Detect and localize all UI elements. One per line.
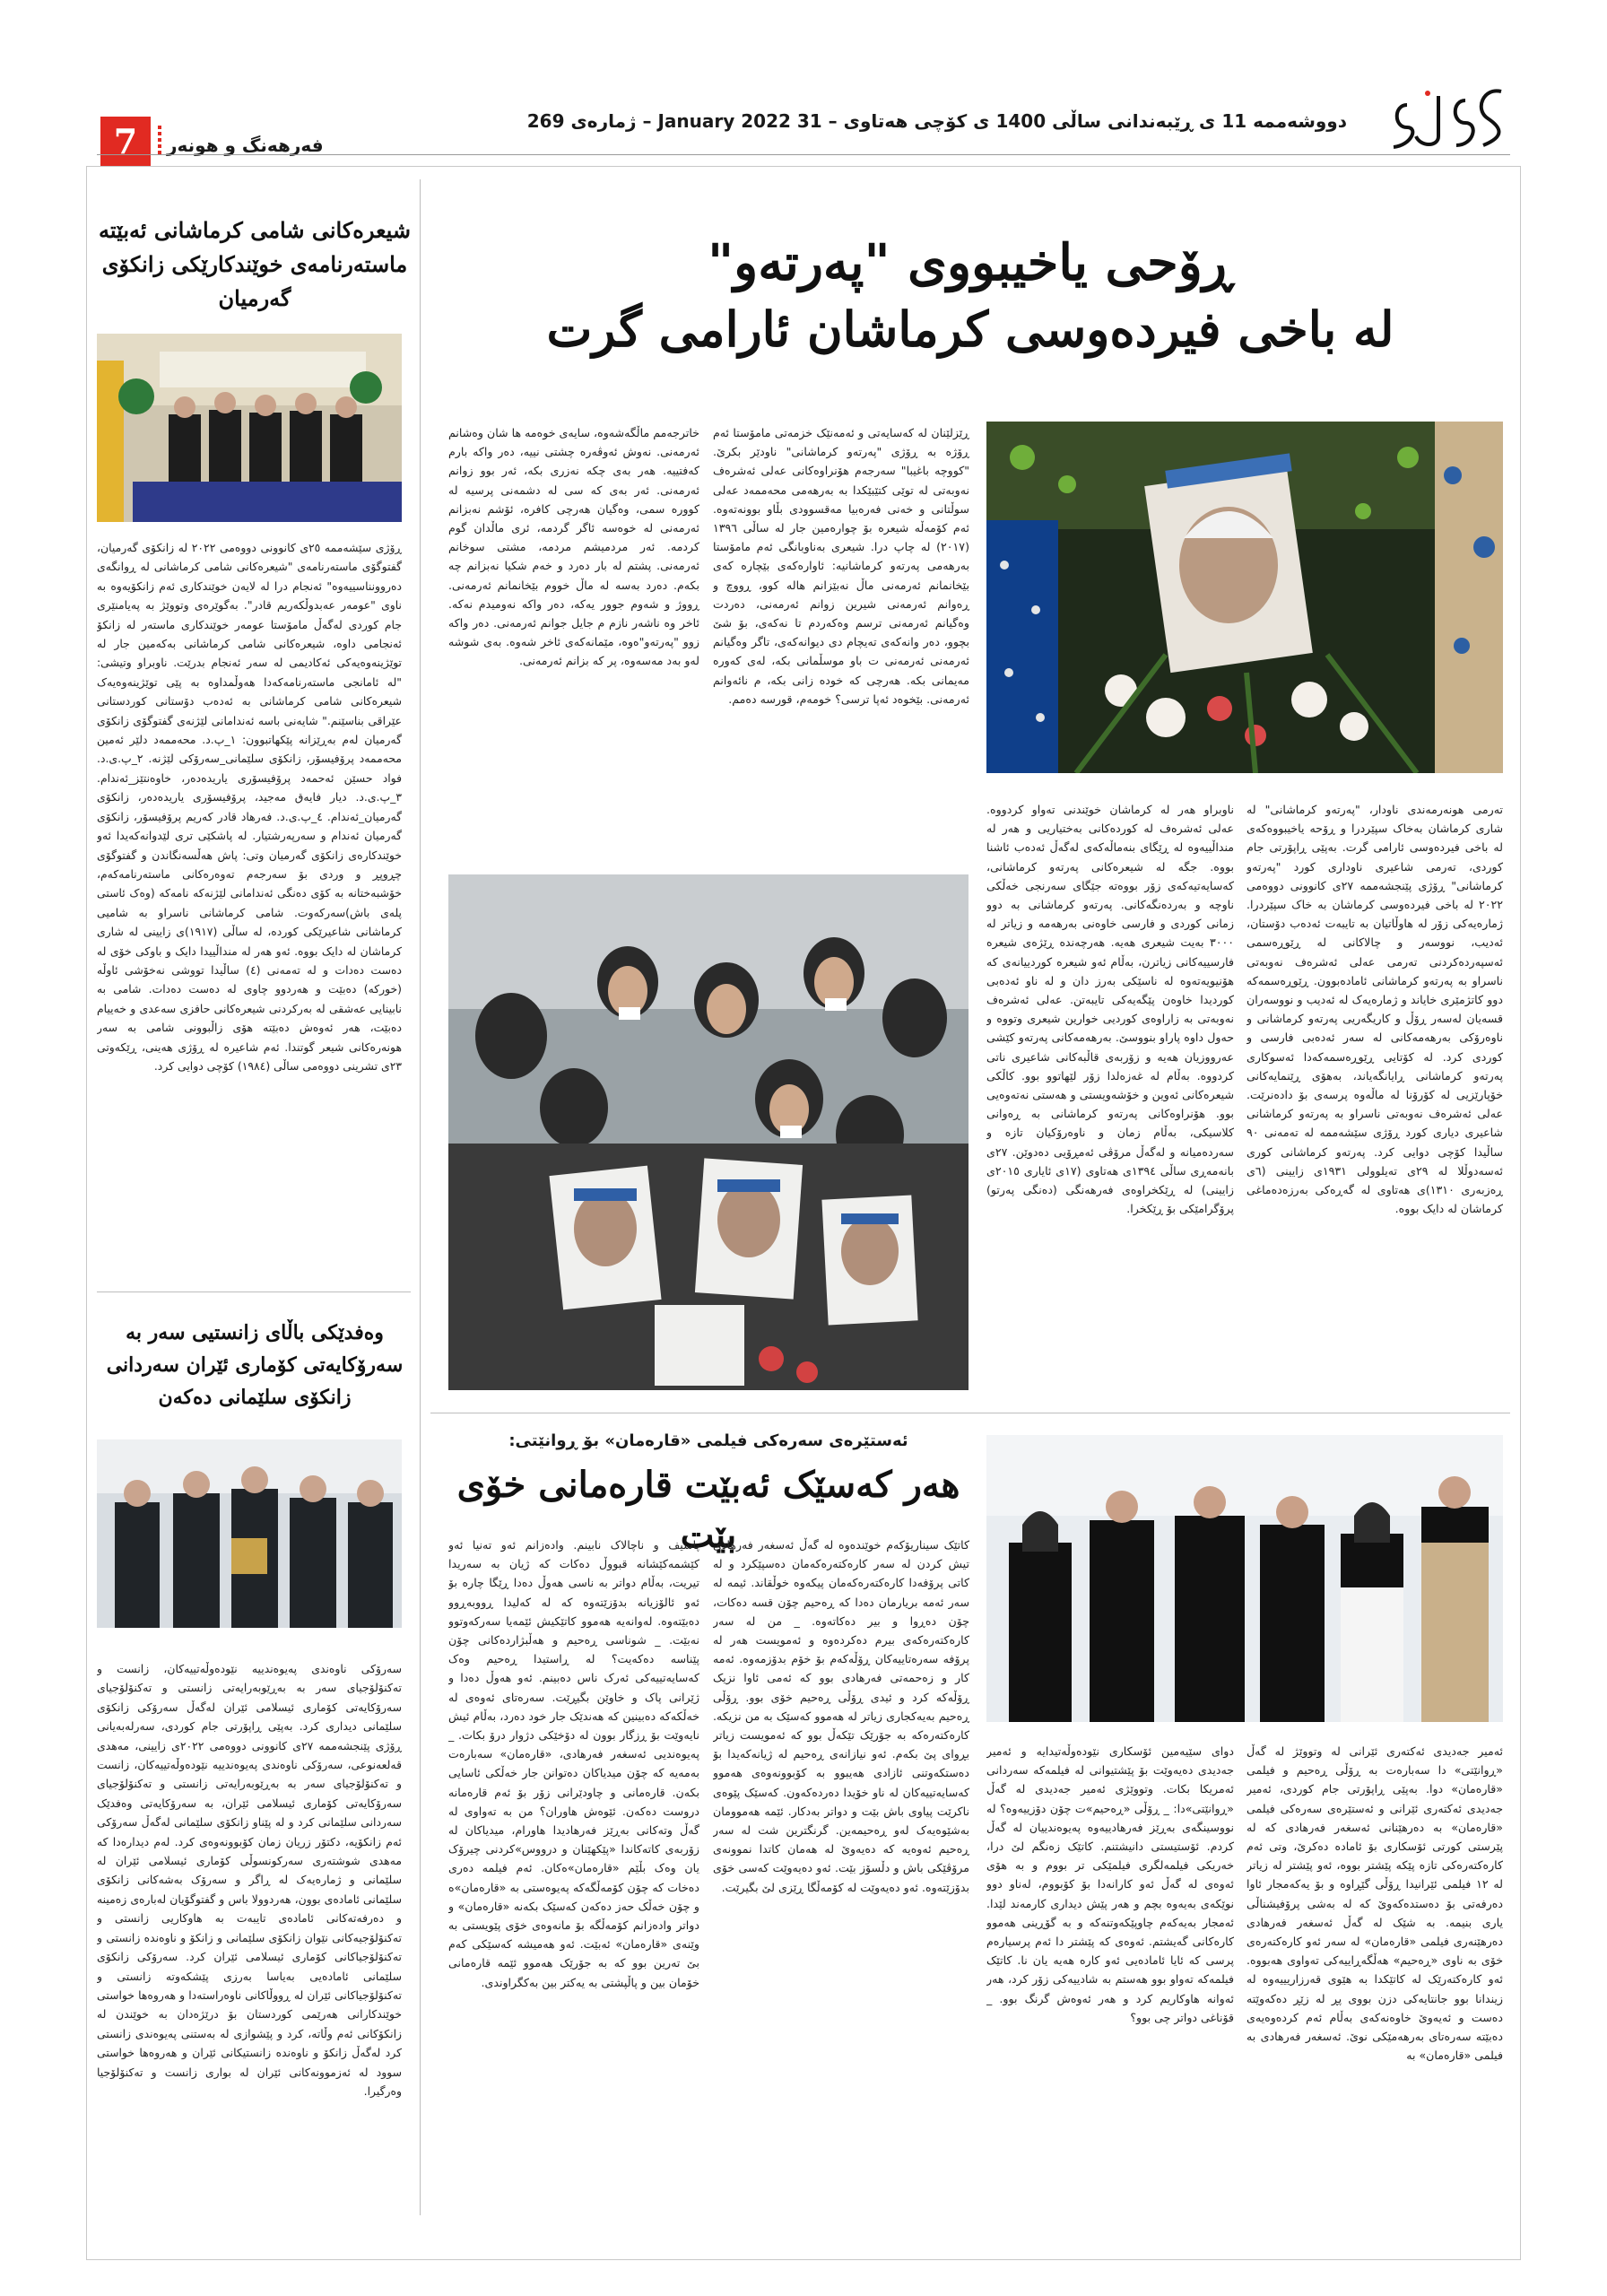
side-story-1-title: شیعرەکانی شامی کرماشانی ئەبێتە ماستەرنامەی خوێندکارێکی زانکۆی گەرمیان [98,217,412,311]
main-col-middle: ناوبراو هەر لە کرماشان خوێندنی تەواو کردووە. عەلی ئەشرەف لە کوردەکانی بەختیاریی و هەر لە منداڵییەوە لە ڕێگای بنەماڵەکەی لەگەڵ ئەدەب ئاشنا بووە. جگە لە شیعرەکانی پەرتەو کرماشانی، کەسایەتیەکەی زۆر بووەتە جێگای سەرنجی خەڵکی ناوچە و بەردەنگەکانی. پەرتەو کرماشانی بە دوو زمانی کوردی و فارسی خاوەنی بەرهەمە و زیاتر لە ٣٠٠٠ بەیت شیعری هەیە. هەرچەندە ڕێژەی شیعرە فارسییەکانی زیاترن، بەڵام ئەو شیعرە کوردییانەی کە هۆنیویەتەوە لە ناسێکی بەرز دان و لە ناو ئەدەبی کوردیدا خاوەن پێگەیەکی تایبەتن. عەلی ئەشرەف نەوبەتی بە زاراوەی کوردیی خوارین شیعری وتووە و حەول داوە پاراو بنووسێ. بەرهەمەکانی پەرتەو کێشی عەرووزیان هەیە و زۆربەی قاڵبەکانی شاعیری ناتی کردووە. بەڵام لە غەزەلدا زۆر لێهاتوو بوو. کاڵکی شیعرەکانی ئەوین و خۆشەویستی و هەستی نەتەوەیی بوو. هۆنراوەکانی پەرتەو کرماشانی بە ڕەوانی کلاسیکی، بەڵام زمان و ناوەرۆکیان تازە و سەردەمیانە و لەگەڵ مرۆڤی ئەمڕۆیی دەدوێن. ٢٧ی بانەمەڕی ساڵی ١٣٩٤ی هەتاوی (١٧ی ئایاری ٢٠١٥ی زایینی) لە ڕێکخراوەی فەرهەنگی (دەنگی پەرتو) پرۆگرامێکی بۆ ڕێکخرا. [986,803,1234,1216]
bottom-col-middle: دوای سێیەمین ئۆسکاری نێودەوڵەتیدایە و ئەمیر جەدیدی دەیەوێت بۆ پێشتیوانی لە فیلمەکە سەردانی ئەمریکا بکات. وتووێژی ئەمیر جەدیدی لە گەڵ «ڕوانێتی»دا: _ ڕۆڵی «ڕەحیم»ت چۆن دۆزییەوە؟ لە نووسینگەی بەڕێز فەرهادییەوە پەیوەندییان لە گەڵ کردم. ئۆستیستی دانیشتنم. کاتێک زەنگم لێ درا، خەریکی فیلمەلگری فیلمێکی تر بووم و بە هۆی ئەوەی لە گەڵ ئەو کارانەدا بۆ کۆبووم، لەناو دوو نوێکەی بەیەوە بچم و هەر پێش دیداری کارمەند لێدا. ئەمجار بەیەکەم چاوپێکەوتنەکە و بە گۆڕینی هەموو کارەکانی گەیشتم. ئەوەی کە پێشتر دا ئەم پرسیارەم پرسی کە ئایا ئامادەیی ئەو کارە هەیە یان نا. کاتێک فیلمەکە تەواو بوو هەستم بە شادییەکی زۆر کرد، هەر ئەوانە هاوکاریم کرد و هەر ئەوەش گرنگ بوو. _ قۆناغی دواتر چی بوو؟ [986,1744,1234,2024]
main-col-left-b: خاترجەمم ماڵگەشەوە، سایەی خوەمە ها شان وەشانم ئەرمەنی. نەوش ئەوڤەرە چشتی نییە، دەر واکە بارم کەفتییە. هەر بەی چکە نەزری بکە، ئەر بوو زوانم ئەرمەنی. ئەر بەی کە سی لە دشمەنی پرسیە لە کووره سمی، وەگیان هەرچی کافرە، ئۆشم نەبزانم ئەرمەنی لە خوەسە ئاگر گردمە، ئری ماڵدان گوم کردمە. ئەر مردمیشم مردمە، مشتی سوخانم ئەرمەنی. پشتم لە بار دەرد و خەم شکیا نەبزانم چە بکەم. دەرد بەسە لە ماڵ خووم بێخانمانم ئەرمەنی. ڕووژ و شەوم جوور یەکە، دەر واکە نەومیدم نەکە. ئاخر وە ناشەر نازم م جایل جوانم ئەرمەنی. دەر واکە زوو "پەرتەو"ەوە، مێمانەکەی ئاخر شەوە. بەی شوشە لەو بەد مەسەوە، پر کە بزانم ئەرمەنی. [448,426,699,668]
bottom-col-left-b: پاسیف و ناچالاک نابینم. وادەزانم ئەو تەنیا ئەو کێشمەکێشانە قبووڵ دەکات کە ژیان بە سەریدا تیریت، بەڵام دواتر بە ناسی هەوڵ دەدا ڕێگا چارە بۆ ئەو ئالۆزیانە بدۆزێتەوە کە لە کەلیدا ڕووبەڕوو دەبێتەوە. لەوانەیە هەموو کاتێکیش ئێمەیا سەرکەوتوو نەبێت. _ شوناسی ڕەحیم و هەڵبژاردەکانی چۆن پێناسە دەکەیت؟ لە ڕاستیدا ڕەحیم وەک کەسایەتییەکی ئەرک ناس دەبینم. ئەو هەوڵ دەدا و ژێرانی پاک و خاوێن بگیڕێت. سەرەتای ئەوەی لە خەڵکەکە دەبینین کە هەندێک جار خود دەرد، بەڵام ئیش نایەوێت بۆ ڕزگار بوون لە دۆخێکی دژوار درۆ بکات. _ پەیوەندیی ئەسغەر فەرهادی، «قارەمان» سەبارەت بەمەیە کە چۆن میدیاکان دەتوانن جار خەڵکی ئاسایی بکەن. قارەمانی و چاودێرانی زۆر بۆ ئەم قارەمانە دروست دەکەن. ئێوەش هاوران؟ من بە تەواوی لە گەڵ وتەکانی بەڕێز فەرهادیدا هاورام، میدیاکان لە زۆربەی کاتەکاندا «پێکهێنان و درووس»کردنی چیرۆک یان وەک بڵێم «قارەمان»ەکان. ئەم فیلمە دەری دەخات کە چۆن کۆمەڵگەکە پەیوەستی بە «قارەمان»ە و چۆن خەڵک حەز دەکەن کەسێک بکەنە «قارەمان» و دواتر وادەزانم کۆمەڵگە بۆ مانەوەی خۆی پێویستی بە وێنەی «قارەمان» ئەبێت. ئەو هەمیشە کەسێکی کەم بێ تەرین بوو کە بە جۆرێک هەموو ئێمە قارەمانی خۆمان بین و پاڵپشتی بە یەکتر بین بەکگراوندی. [448,1538,699,1989]
page-frame [86,166,1521,2260]
bottom-col-left-a: کاتێک سیناریۆکەم خوێندەوە لە گەڵ ئەسغەر فەرهادی تیش کردن لە سەر کارەکتەرەکەمان دەسپێکرد و لە کاتی پرۆفەدا کارەکتەرەکەمان پیکەوە خوڵقاند. ئیمە لە سەر ئەمە بریارمان دەدا کە ڕەحیم چۆن قسە دەکات، چۆن دەڕوا و بیر دەکاتەوە. _ من لە سەر کارەکتەرەکەی بیرم دەکردەوە و ئەمویست هەر لە پرۆفە سەرەتاییەکان ڕۆڵەکەم بۆ خۆم بدۆزمەوە. ئەمە کار و زەحمەتی فەرهادی بوو کە ئەمی ئاوا نزیک ڕۆڵەکە کرد و ئیدی ڕۆڵی ڕەحیم خۆی بوو. ڕۆڵی ڕەحیم بەیەکجاری زیاتر لە هەموو کەسێک بە من نزیکە. کارەکتەرەکە بە جۆرێک تێکەڵ بوو کە ئەمویست زیاتر بڕوای پێ بکەم. ئەو نیازانەی ڕەحیم لە ژیانەکەیدا بۆ دەستکەوتنی ئازادی هەیبوو بە کۆبوونەوەی هەموو کەسایەتییەکان لە ناو خۆیدا دەردەکەون. کەسێک پێوەی ناکرێت پیاوی باش بێت و دواتر بەدکار. ئێمە هەموومان بەشێوەیەک لەو ڕەحیمەین. گرنگترین شت لە سەر ڕەحیم ئەوەیە کە دەیەوێ لە هەمان کاتدا نموونەی مرۆڤێکی باش و دڵسۆز بێت. ئەو دەیەوێت کەسی خۆی بدۆزێتەوە. ئەو دەیەوێت لە کۆمەڵگا ڕێزی لێ بگیرێت. [713,1538,969,1894]
section-label: فەرهەنگ و هونەر [167,135,324,156]
side-story-2-title: وەفدێکی باڵای زانستیی سەر بە سەرۆکایەتی کۆماری ئێران سەردانی زانکۆی سلێمانی دەکەن [106,1321,404,1409]
masthead-rule [97,154,1510,155]
issue-date-line: دووشەممە 11 ی ڕێبەندانی ساڵی 1400 ی کۆچی هەتاوی – 31 January 2022 – ژمارەی 269 [526,110,1347,132]
bottom-story-kicker: ئەستێرەی سەرەکی فیلمی «قارەمان» بۆ ڕوانێتی: [508,1431,908,1450]
side-story-2-text: سەرۆکی ناوەندی پەیوەندییە نێودەوڵەتییەکان، زانست و تەکنۆلۆجیای سەر بە بەڕێوبەرایەتی زانستی و تەکنۆلۆجیای سەرۆکایەتی کۆماری ئیسلامی ئێران لەگەڵ سەرۆکی زانکۆی سلێمانی دیداری کرد. بەپێی ڕاپۆرتی جام کوردی، سەرلەبەیانی ڕۆژی پێنجشەممە ٢٧ی کانوونی دووەمی ٢٠٢٢ی زایینی، مەهدی قەلعەنوعی، سەرۆکی ناوەندی پەیوەندییە نێودەوڵەتییەکان، زانست و تەکنۆلۆجیای سەر بە بەڕێوبەرایەتی زانستی و تەکنۆلۆجیای سەرۆکایەتی کۆماری ئیسلامی ئێران، بە سەرۆکایەتی وەفدێک سەردانی سلێمانی کرد و لە پێناو زانکۆی سلێمانی لەگەڵ سەرۆکی ئەم زانکۆیە، دکتۆر زریان زمان کۆبوونەوەی کرد. لەم دیدارەدا کە مەهدی شوشتەری سەرکونسوڵی کۆماری ئیسلامی ئێران لە سلێمانی و ژمارەیەک لە ڕاگر و سەرۆک بەشەکانی زانکۆی سلێمانی ئامادەی بوون، هەردوولا باس و گفتوگۆیان لەبارەی زەمینە و دەرفەتەکانی ئامادەی تایبەت بە هاوکاریی زانستی و تەکنۆلۆجیەکانی نێوان زانکۆی سلێمانی و زانکۆ و ناوەندە زانستی و تەکنۆلۆجیاکانی کۆماری ئیسلامی ئێران کرد. سەرۆکی زانکۆی سلێمانی ئامادەیی بەیاسا بەرزی پێشکەوتە زانستی و تەکنۆلۆجیاکانی ئێران لە ڕووڵاکانی ناوەراستەدا و هەروەها خواستی خوێندکارانی هەرێمی کوردستان بۆ درێژەدان بە خوێندن لە زانکۆکانی ئەم وڵاتە، کرد و پێشوازی لە بەستنی پەیوەندی زانستی کرد لەگەڵ زانکۆ و ناوەندە زانستیکانی ئێران و هەروەها خواستی سوود لە ئەزموونەکانی ئێران لە بواری زانست و تەکنۆلۆجیا وەرگیرا. [97,1662,402,2098]
side-story-1-text: ڕۆژی سێشەممە ٢٥ی کانوونی دووەمی ٢٠٢٢ لە زانکۆی گەرمیان، گفتوگۆی ماستەرنامەی "شیعرەکانی شامی کرماشانی لە ڕوانگەی دەروونناسییەوە" ئەنجام درا لە لایەن خوێندکاری ئەم زانکۆیەوە بە ناوی "عومەر عەبدوڵکەریم قادر". بەگوێرەی وتووێژ بە پەیامنێری جام کوردی لەگەڵ مامۆستا عومەر خوێندکاری ماستەر لە زانکۆ ئەنجامی داوە، شیعرەکانی شامی کرماشانی بەکەمین جار لە توێژینەوەیەکی ئەکادیمی لە سەر ئەنجام بدرێت. ناوبراو وتیشی: "لە ئامانجی ماستەرنامەکەدا هەوڵمداوە بە پێی توێژینەوەیەک شیعرەکانی شامی کرماشانی بە ئەدەب دۆستانی کوردستانی عێراقی بناسێنم." شایەنی باسە ئەندامانی لێژنەی گفتوگۆی زانکۆی گەرمیان لەم بەڕێزانە پێکهاتبوون: ١_پ.د. محەممەد دلێر ئەمین محەممەد پرۆفیسۆر، زانکۆی سلێمانی_سەرۆکی لێژنە. ٢_پ.ی.د. فواد حسێن ئەحمەد پرۆفیسۆری یاریدەدەر، خاوەنتێز_ئەندام. ٣_پ.ی.د. دیار فایەق مەجید، پرۆفیسۆری یاریدەدەر، زانکۆی گەرمیان_ئەندام. ٤_پ.ی.د. فەرهاد قادر کەریم پرۆفیسۆر، زانکۆی گەرمیان ئەندام و سەرپەرشتیار. لە پاشکێی تری لێدوانەکەیدا ئەو خوێندکارەی زانکۆی گەرمیان وتی: پاش هەڵسەنگاندن و گفتوگۆی چڕوپڕ و وردی بۆ سەرجەم تەوەرەکانی ماستەرنامەکەم، خۆشبەختانە بە کۆی دەنگی ئەندامانی لێژنەکە نامەکە (وەک ئاستی پلەی باش)سەرکەوت. شامی کرماشانی ناسراو بە شامیی کرماشانی شاعیرێکی کوردە، لە ساڵی (١٩١٧)ی زایینی لە شاری کرماشان لە دایک بووە. ئەو هەر لە منداڵییدا دایک و باوکی خۆی لە دەست دەدات و لە تەمەنی (٤) ساڵیدا تووشی نەخۆشی ئاوڵە (خورکە) دەبێت و هەردوو چاوی لە دەست دەدات. شامی بە نابینایی عەشقی لە بەرکردنی شیعرەکانی حافزی سەعدی و خەییام دەبێت، هەر ئەوەش دەبێتە هۆی زاڵبوونی شامی بە سەر هونەرەکانی شیعر گوتندا. ئەم شاعیرە لە ڕۆژی هەینی، ڕێکەوتی ٢٣ی تشرینی دووەمی ساڵی (١٩٨٤) کۆچی دوایی کرد. [97,541,402,1073]
main-col-left-a: ڕێزلێنان لە کەسایەتی و ئەمەنێک خزمەتی مامۆستا ئەم ڕۆژە بە ڕۆژی "پەرتەو کرماشانی" ناودێر بکرێ. "کووچە باغیبا" سەرجەم هۆنراوەکانی عەلی ئەشرەف نەوبەتی لە توێی کتێبێکدا بە بەرهەمی محەممەد عەلی سوڵتانی و خەنی فەرەبیا مەقسوودی بڵاو بوونەتەوە. ئەم کۆمەڵە شیعرە بۆ چوارەمین جار لە ساڵی ١٣٩٦ (٢٠١٧) لە چاپ درا. شیعری بەناوبانگی ئەم مامۆستا بەرهەمی پەرتەو کرماشانیە: ئاوارەکەی بێچارە کەی بێخانمانم ئەرمەنی ماڵ نەبێزانم هالە کوو، ڕووچ و ڕەوانم ئەرمەنی شیرین زوانم ئەرمەنی، دەردت وەگیانم ئەرمەنی ترسم وەکەردم تا نەکەی، بۆ شێ بچوو، دەر وانەکەی تەیچام دی دیوانەکەی، تاگر وەگیانم ئەرمەنی ئەرمەنی ت باو موسڵمانی بکە، لەی کەورە مەیمانی بکە. هەرچی کە خودە زانی بکە، م نائەوانم ئەرمەنی. بێخوەد ئەپا ترسی؟ خومەم، قورسە دەمم. [713,426,969,706]
main-headline-line1: ڕۆحی یاخیبووی "پەرتەو" [707,233,1234,292]
masthead-logo [1376,83,1510,154]
main-headline-line2: لە باخی فیردەوسی کرماشان ئارامی گرت [546,300,1394,358]
bottom-col-right: ئەمیر جەدیدی ئەکتەری ئێرانی لە وتووێژ لە گەڵ «ڕوانێتی» دا سەبارەت بە ڕۆڵی ڕەحیم و فیلمی «قارەمان» دوا. بەپێی ڕاپۆرتی جام کوردی، ئەمیر جەدیدی ئەکتەری ئێرانی و ئەستێرەی سەرەکی فیلمی «قارەمان» بە دەرهێنانی ئەسغەر فەرهادی کە لە پێرستی کورتی ئۆسکاری بۆ ئامادە دەکرێ، وتی ئەم کارەکتەرەکی تازە پێکە پێشتر بووە، ئەو پێشتر لە زیاتر لە ١٢ فیلمی ئێرانیدا ڕۆڵی گێڕاوە و بۆ یەکەمجار ئاوا دەرفەتی بۆ دەستدەکەوێ کە لە بەشی پرۆفیشناڵی یاری بنیمە. بە شێک لە گەڵ ئەسغەر فەرهادی دەرهێنەری فیلمی «قارەمان» لە سەر ئەو کارەکتەرەی خۆی بە ناوی «ڕەحیم» هەڵگەڕاییەکی تەواوی هەبووە. ئەو کارەکتەرێک لە کاتێکدا بە هێوی قەرزاریییەوە لە زیندانا بوو جانتایەکی دزن بووی پڕ لە زێڕ دەکەوێتە دەست و ئەیەوێ خاوەنەکەی بەڵام ئەم کردەوەیەی دەبێتە سەرەتای بەرهەمێکی نوێ. ئەسغەر فەرهادی بە فیلمی «قارەمان» بە [1247,1744,1503,2063]
page-number: 7 [100,117,151,167]
logo-mark [1376,83,1510,154]
bottom-story-headline: هەر کەسێک ئەبێت قارەمانی خۆی بێت [456,1464,960,1556]
section-dots [158,126,161,161]
main-col-right: تەرمی هونەرمەندی ناودار، "پەرتەو کرماشانی" لە شاری کرماشان بەخاک سپێردرا و ڕۆحە یاخیبووەکەی لە باخی فیردەوسی ئارامی گرت. بەپێی ڕاپۆرتی جام کوردی، تەرمی شاعیری ناوداری کورد "پەرتەو کرماشانی" ڕۆژی پێنجشەممە ٢٧ی کانوونی دووەمی ٢٠٢٢ لە باخی فیردەوسی کرماشان بە خاک سپێردرا. ژمارەیەکی زۆر لە هاوڵاتیان بە تایبەت ئەدەب دۆستان، ئەدیب، نووسەر و چالاکانی لە ڕێوڕەسمی ئەسپەردەکردنی تەرمی عەلی ئەشرەف نەوبەتی ناسراو بە پەرتەو کرماشانی ئامادەبوون. ڕێوڕەسمەکە دوو کاتژمێری خایاند و ژمارەیەک لە ئەدیب و نووسەران قسەیان لەسەر ڕۆڵ و کاریگەریی پەرتەو کرماشانی و ناوەرۆکی بەرهەمەکانی لە سەر ئەدەبی فارسی و کوردی کرد. لە کۆتایی ڕێوڕەسمەکەدا ئەسوکاری پەرتەو کرماشانی ڕایانگەیاند، بەهۆی ڕێنمایەکانی خۆپارێزیی لە کۆرۆنا لە ماڵەوە پرسەی بۆ دادەنرێت. عەلی ئەشرەف نەوبەتی ناسراو بە پەرتەو کرماشانی شاعیری دیاری کورد ڕۆژی سێشەممە لە تەمەنی ٩٠ ساڵیدا کۆچی دوایی کرد. پەرتەو کرماشانی کوری ئەسەدوڵلا لە ٢٩ی تەیلوولی ١٩٣١ی زایینی (٦ی ڕەزبەری ١٣١٠)ی هەتاوی لە گەڕەکی بەرزەدەماغی کرماشان لە دایک بووە. [1247,803,1503,1216]
